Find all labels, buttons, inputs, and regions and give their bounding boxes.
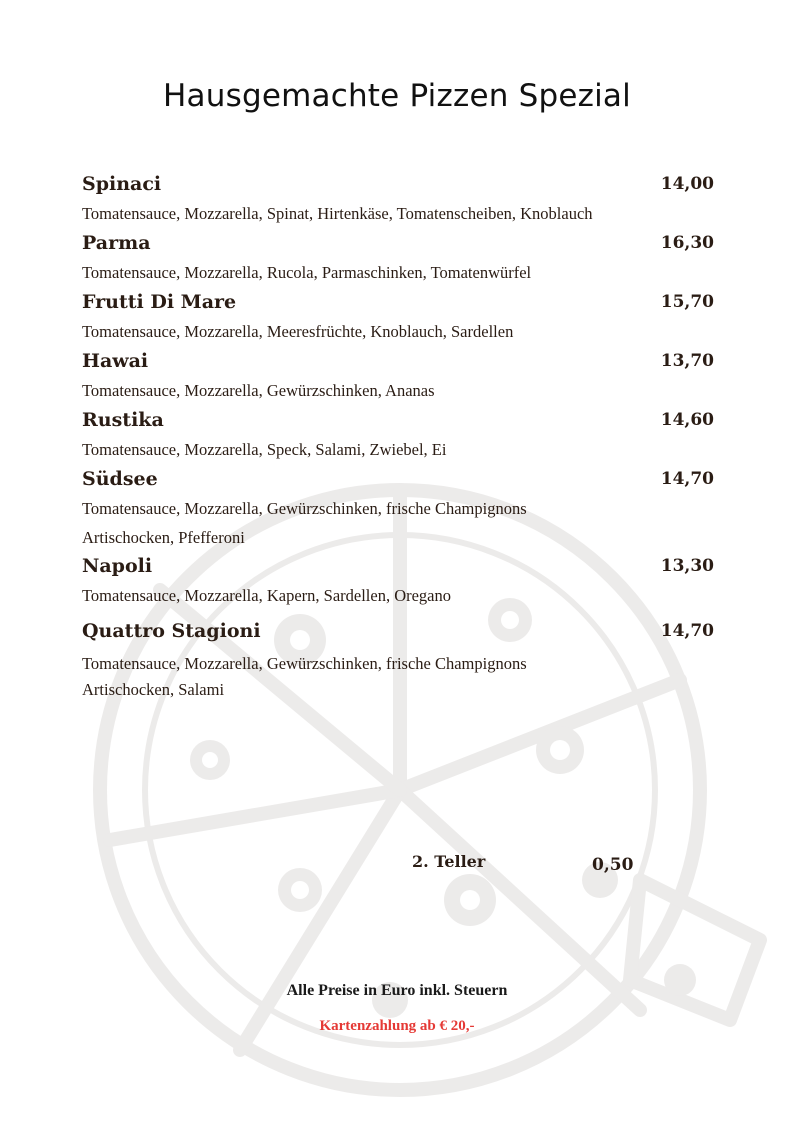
item-description: Tomatensauce, Mozzarella, Spinat, Hirtenkäse, Tomatenscheiben, Knoblauch [82, 204, 593, 223]
item-name: Rustika [82, 409, 164, 431]
item-description: Tomatensauce, Mozzarella, Kapern, Sardellen, Oregano [82, 586, 452, 605]
item-price: 14,70 [660, 621, 714, 641]
item-price: 13,30 [660, 556, 714, 576]
menu-item-spinaci [82, 172, 714, 228]
menu-item-suedsee [82, 467, 714, 552]
item-description-line-2: Artischocken, Pfefferoni [82, 528, 245, 547]
item-name: Parma [82, 232, 151, 254]
menu-item-frutti-di-mare [82, 290, 714, 346]
menu-item-hawai [82, 349, 714, 405]
extra-plate-label: 2. Teller [412, 852, 486, 871]
item-description-line-2: Artischocken, Salami [82, 680, 225, 699]
item-name: Hawai [82, 350, 149, 372]
item-price: 14,70 [660, 469, 714, 489]
item-name: Quattro Stagioni [82, 620, 261, 642]
menu-item-quattro-stagioni [82, 619, 714, 704]
item-name: Spinaci [82, 173, 162, 195]
price-note: Alle Preise in Euro inkl. Steuern [286, 982, 508, 999]
item-description: Tomatensauce, Mozzarella, Rucola, Parmaschinken, Tomatenwürfel [82, 263, 532, 282]
item-description: Tomatensauce, Mozzarella, Speck, Salami, Zwiebel, Ei [82, 440, 447, 459]
menu-item-napoli [82, 554, 714, 610]
menu-item-parma [82, 231, 714, 287]
item-description: Tomatensauce, Mozzarella, Gewürzschinken, frische Champignons [82, 654, 527, 673]
item-name: Napoli [82, 555, 153, 577]
item-price: 16,30 [660, 233, 714, 253]
menu-item-rustika [82, 408, 714, 464]
item-price: 13,70 [660, 351, 714, 371]
page-title: Hausgemachte Pizzen Spezial [163, 78, 631, 114]
extra-plate-price: 0,50 [592, 855, 634, 875]
item-description: Tomatensauce, Mozzarella, Meeresfrüchte, Knoblauch, Sardellen [82, 322, 514, 341]
card-payment-note: Kartenzahlung ab € 20,- [319, 1018, 475, 1034]
item-price: 14,00 [660, 174, 714, 194]
item-price: 15,70 [660, 292, 714, 312]
item-description: Tomatensauce, Mozzarella, Gewürzschinken, Ananas [82, 381, 435, 400]
item-description: Tomatensauce, Mozzarella, Gewürzschinken, frische Champignons [82, 499, 527, 518]
item-name: Südsee [82, 468, 158, 490]
item-price: 14,60 [660, 410, 714, 430]
item-name: Frutti Di Mare [82, 291, 237, 313]
